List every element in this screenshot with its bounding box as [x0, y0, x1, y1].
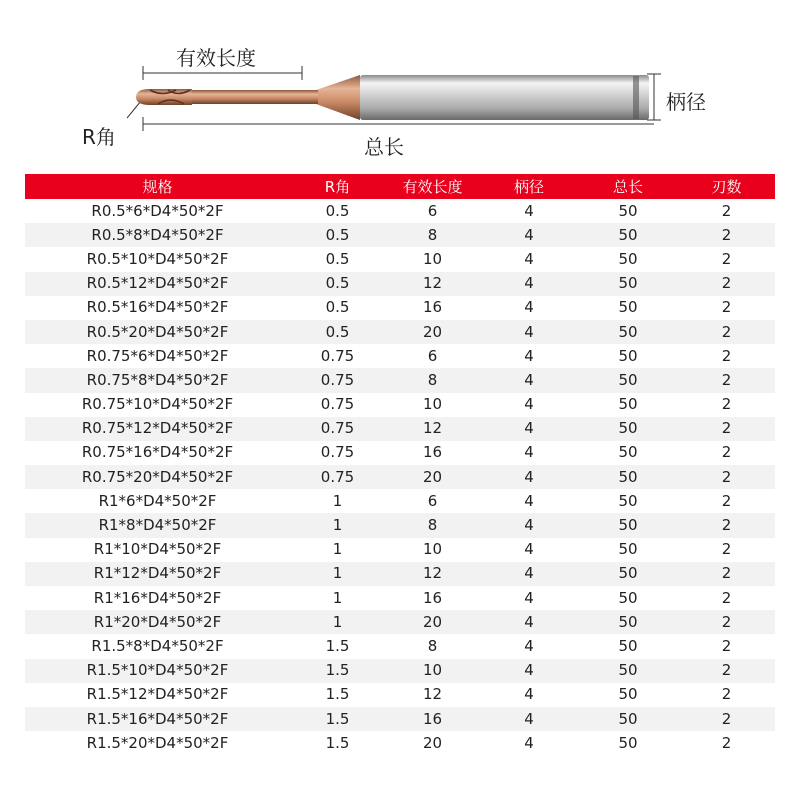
cell-spec: R1*10*D4*50*2F — [25, 538, 290, 562]
cell-shank-diameter: 4 — [480, 683, 578, 707]
cell-effective-length: 8 — [385, 368, 480, 392]
cell-radius: 0.75 — [290, 417, 385, 441]
cell-spec: R0.75*12*D4*50*2F — [25, 417, 290, 441]
cell-radius: 0.5 — [290, 320, 385, 344]
column-header-total-length: 总长 — [578, 174, 678, 199]
cell-effective-length: 10 — [385, 393, 480, 417]
cell-spec: R0.5*12*D4*50*2F — [25, 272, 290, 296]
cell-shank-diameter: 4 — [480, 441, 578, 465]
cell-spec: R1.5*16*D4*50*2F — [25, 707, 290, 731]
cell-effective-length: 20 — [385, 610, 480, 634]
cell-spec: R0.5*10*D4*50*2F — [25, 247, 290, 271]
end-mill-tool — [136, 75, 649, 120]
cell-flutes: 2 — [678, 368, 775, 392]
cell-total-length: 50 — [578, 199, 678, 223]
cell-flutes: 2 — [678, 247, 775, 271]
shank-diameter-label: 柄径 — [666, 90, 706, 114]
cell-flutes: 2 — [678, 489, 775, 513]
cell-flutes: 2 — [678, 538, 775, 562]
cell-flutes: 2 — [678, 199, 775, 223]
table-row — [25, 610, 775, 634]
cell-radius: 0.5 — [290, 223, 385, 247]
cell-spec: R0.75*6*D4*50*2F — [25, 344, 290, 368]
end-mill-diagram — [0, 0, 800, 168]
table-row — [25, 634, 775, 658]
cell-flutes: 2 — [678, 441, 775, 465]
cell-radius: 1.5 — [290, 731, 385, 755]
cell-spec: R0.75*16*D4*50*2F — [25, 441, 290, 465]
cell-effective-length: 6 — [385, 344, 480, 368]
tool-taper — [316, 75, 360, 120]
cell-flutes: 2 — [678, 272, 775, 296]
table-row — [25, 417, 775, 441]
cell-radius: 0.75 — [290, 344, 385, 368]
cell-spec: R0.75*10*D4*50*2F — [25, 393, 290, 417]
cell-flutes: 2 — [678, 562, 775, 586]
cell-shank-diameter: 4 — [480, 417, 578, 441]
table-body — [25, 199, 775, 755]
cell-shank-diameter: 4 — [480, 199, 578, 223]
cell-radius: 1 — [290, 513, 385, 537]
cell-radius: 1.5 — [290, 659, 385, 683]
cell-shank-diameter: 4 — [480, 634, 578, 658]
column-header-flutes: 刃数 — [678, 174, 775, 199]
effective-length-label: 有效长度 — [176, 46, 256, 70]
cell-flutes: 2 — [678, 683, 775, 707]
cell-effective-length: 12 — [385, 683, 480, 707]
cell-shank-diameter: 4 — [480, 368, 578, 392]
cell-flutes: 2 — [678, 296, 775, 320]
cell-effective-length: 16 — [385, 441, 480, 465]
cell-total-length: 50 — [578, 659, 678, 683]
tool-shank — [360, 75, 649, 120]
table-row — [25, 538, 775, 562]
table-row — [25, 465, 775, 489]
cell-spec: R1.5*8*D4*50*2F — [25, 634, 290, 658]
table-row — [25, 199, 775, 223]
cell-spec: R1.5*20*D4*50*2F — [25, 731, 290, 755]
cell-spec: R1*16*D4*50*2F — [25, 586, 290, 610]
cell-shank-diameter: 4 — [480, 538, 578, 562]
cell-spec: R0.75*8*D4*50*2F — [25, 368, 290, 392]
cell-effective-length: 20 — [385, 731, 480, 755]
cell-effective-length: 10 — [385, 247, 480, 271]
cell-effective-length: 12 — [385, 272, 480, 296]
table-row — [25, 393, 775, 417]
cell-flutes: 2 — [678, 417, 775, 441]
cell-effective-length: 6 — [385, 489, 480, 513]
cell-spec: R0.5*20*D4*50*2F — [25, 320, 290, 344]
table-row — [25, 272, 775, 296]
cell-shank-diameter: 4 — [480, 320, 578, 344]
cell-total-length: 50 — [578, 417, 678, 441]
shank-diameter-dimension — [647, 74, 661, 120]
cell-flutes: 2 — [678, 465, 775, 489]
cell-spec: R1*8*D4*50*2F — [25, 513, 290, 537]
cell-spec: R1.5*12*D4*50*2F — [25, 683, 290, 707]
column-header-radius: R角 — [290, 174, 385, 199]
total-length-label: 总长 — [364, 135, 404, 159]
cell-shank-diameter: 4 — [480, 731, 578, 755]
cell-flutes: 2 — [678, 610, 775, 634]
cell-effective-length: 16 — [385, 586, 480, 610]
cell-shank-diameter: 4 — [480, 247, 578, 271]
table-row — [25, 368, 775, 392]
radius-leader-line — [127, 101, 141, 118]
cell-total-length: 50 — [578, 634, 678, 658]
cell-spec: R1*6*D4*50*2F — [25, 489, 290, 513]
cell-flutes: 2 — [678, 707, 775, 731]
spec-table — [25, 174, 775, 755]
cell-shank-diameter: 4 — [480, 465, 578, 489]
cell-shank-diameter: 4 — [480, 393, 578, 417]
cell-shank-diameter: 4 — [480, 272, 578, 296]
cell-spec: R1*20*D4*50*2F — [25, 610, 290, 634]
cell-shank-diameter: 4 — [480, 513, 578, 537]
cell-total-length: 50 — [578, 586, 678, 610]
cell-total-length: 50 — [578, 272, 678, 296]
cell-spec: R1.5*10*D4*50*2F — [25, 659, 290, 683]
cell-radius: 1.5 — [290, 707, 385, 731]
cell-total-length: 50 — [578, 393, 678, 417]
cell-radius: 0.5 — [290, 247, 385, 271]
cell-spec: R0.5*6*D4*50*2F — [25, 199, 290, 223]
cell-effective-length: 10 — [385, 659, 480, 683]
table-row — [25, 683, 775, 707]
table-row — [25, 320, 775, 344]
cell-total-length: 50 — [578, 538, 678, 562]
cell-flutes: 2 — [678, 393, 775, 417]
cell-total-length: 50 — [578, 707, 678, 731]
cell-flutes: 2 — [678, 344, 775, 368]
cell-flutes: 2 — [678, 731, 775, 755]
cell-flutes: 2 — [678, 223, 775, 247]
table-row — [25, 489, 775, 513]
cell-total-length: 50 — [578, 441, 678, 465]
radius-label: R角 — [82, 125, 116, 149]
cell-spec: R0.75*20*D4*50*2F — [25, 465, 290, 489]
cell-radius: 1 — [290, 562, 385, 586]
cell-effective-length: 20 — [385, 465, 480, 489]
cell-radius: 0.5 — [290, 199, 385, 223]
table-row — [25, 707, 775, 731]
table-row — [25, 562, 775, 586]
column-header-effective-length: 有效长度 — [385, 174, 480, 199]
cell-shank-diameter: 4 — [480, 296, 578, 320]
cell-total-length: 50 — [578, 344, 678, 368]
cell-effective-length: 8 — [385, 513, 480, 537]
cell-radius: 0.5 — [290, 272, 385, 296]
cell-effective-length: 12 — [385, 417, 480, 441]
cell-flutes: 2 — [678, 513, 775, 537]
cell-total-length: 50 — [578, 562, 678, 586]
cell-radius: 1.5 — [290, 683, 385, 707]
cell-shank-diameter: 4 — [480, 707, 578, 731]
cell-shank-diameter: 4 — [480, 489, 578, 513]
cell-radius: 0.75 — [290, 465, 385, 489]
cell-radius: 0.75 — [290, 393, 385, 417]
cell-flutes: 2 — [678, 634, 775, 658]
cell-radius: 1 — [290, 489, 385, 513]
table-header-row — [25, 174, 775, 199]
cell-effective-length: 16 — [385, 296, 480, 320]
cell-radius: 1 — [290, 538, 385, 562]
table-row — [25, 513, 775, 537]
table-row — [25, 659, 775, 683]
cell-flutes: 2 — [678, 320, 775, 344]
cell-effective-length: 16 — [385, 707, 480, 731]
cell-effective-length: 20 — [385, 320, 480, 344]
cell-total-length: 50 — [578, 683, 678, 707]
cell-total-length: 50 — [578, 465, 678, 489]
cell-total-length: 50 — [578, 513, 678, 537]
cell-total-length: 50 — [578, 296, 678, 320]
cell-total-length: 50 — [578, 610, 678, 634]
cell-radius: 0.5 — [290, 296, 385, 320]
cell-shank-diameter: 4 — [480, 562, 578, 586]
cell-effective-length: 8 — [385, 634, 480, 658]
column-header-shank-diameter: 柄径 — [480, 174, 578, 199]
table-row — [25, 586, 775, 610]
cell-shank-diameter: 4 — [480, 223, 578, 247]
column-header-spec: 规格 — [25, 174, 290, 199]
tool-cutting-head — [136, 89, 192, 105]
cell-effective-length: 10 — [385, 538, 480, 562]
cell-shank-diameter: 4 — [480, 659, 578, 683]
cell-shank-diameter: 4 — [480, 344, 578, 368]
cell-effective-length: 12 — [385, 562, 480, 586]
tool-neck — [192, 90, 318, 104]
cell-radius: 0.75 — [290, 441, 385, 465]
cell-total-length: 50 — [578, 223, 678, 247]
cell-flutes: 2 — [678, 659, 775, 683]
cell-shank-diameter: 4 — [480, 586, 578, 610]
cell-spec: R1*12*D4*50*2F — [25, 562, 290, 586]
cell-radius: 1 — [290, 586, 385, 610]
cell-radius: 0.75 — [290, 368, 385, 392]
cell-effective-length: 8 — [385, 223, 480, 247]
table-row — [25, 223, 775, 247]
cell-spec: R0.5*16*D4*50*2F — [25, 296, 290, 320]
table-row — [25, 344, 775, 368]
cell-spec: R0.5*8*D4*50*2F — [25, 223, 290, 247]
cell-effective-length: 6 — [385, 199, 480, 223]
cell-flutes: 2 — [678, 586, 775, 610]
table-row — [25, 441, 775, 465]
cell-radius: 1 — [290, 610, 385, 634]
cell-total-length: 50 — [578, 320, 678, 344]
table-row — [25, 247, 775, 271]
cell-shank-diameter: 4 — [480, 610, 578, 634]
cell-total-length: 50 — [578, 731, 678, 755]
cell-radius: 1.5 — [290, 634, 385, 658]
table-row — [25, 296, 775, 320]
table-row — [25, 731, 775, 755]
cell-total-length: 50 — [578, 368, 678, 392]
cell-total-length: 50 — [578, 247, 678, 271]
cell-total-length: 50 — [578, 489, 678, 513]
